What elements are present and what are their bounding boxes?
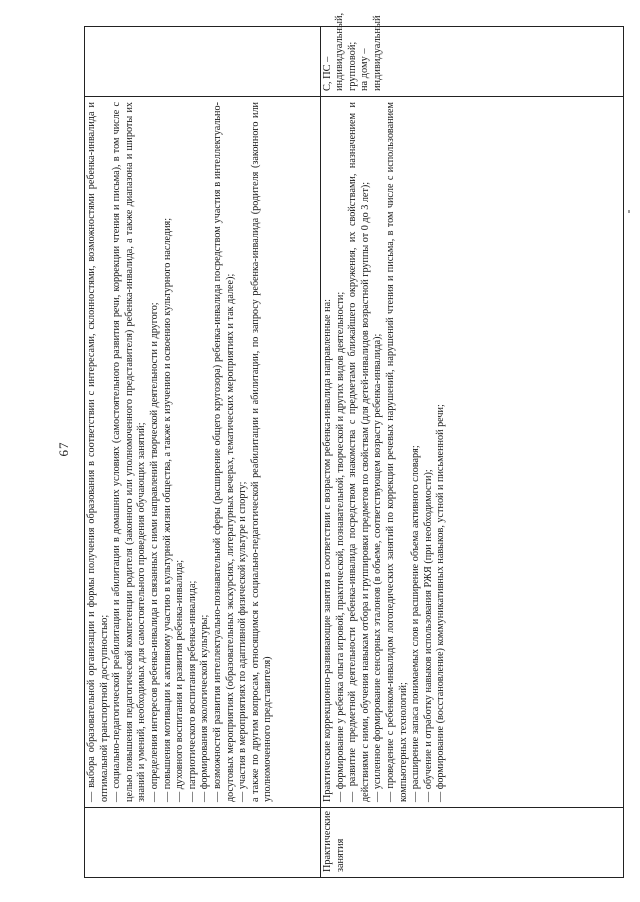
list-item: — формирование (восстановление) коммуникативных навыков, устной и письменной речи;	[435, 404, 447, 802]
row1-content-cell	[85, 97, 321, 808]
rehabilitation-table	[84, 12, 624, 878]
row2-content-cell	[321, 97, 624, 808]
list-item: — духовного воспитания и развития ребенка-инвалида;	[174, 559, 186, 802]
list-item: — возможностей развития интеллектуально-познавательной сферы (расширение общего кругозора) ребенка-инвалида посредством участия в интеллектуально-досуговых мероприятиях (образовательных экскурсиях, литературных вечерах, тематических мероприятиях и так далее);	[211, 102, 236, 802]
list-item: — усиленное формирование сенсорных эталонов (в объеме, соответствующем возрасту ребенка-инвалида);	[372, 333, 384, 802]
list-item: — проведение с ребенком-инвалидом логопедических занятий по коррекции речевых нарушений, нарушений чтения и письма, в том числе с использованием компьютерных технологий;	[384, 102, 409, 802]
list-item: — участия в мероприятиях по адаптивной физической культуре и спорту;	[237, 481, 249, 802]
practical-classes-label: Практические занятия	[321, 808, 624, 878]
scan-artifact	[628, 210, 630, 213]
service-form-cell	[321, 12, 624, 97]
form-line: С, ПС –	[322, 56, 333, 91]
table-row	[85, 27, 321, 878]
list-item: — патриотического воспитания ребенка-инвалида;	[186, 580, 198, 802]
list-item: — определения интересов ребенка-инвалида и связанных с ними направлений творческой деятельности и другого;	[148, 302, 160, 802]
list-item: Практические коррекционно-развивающие занятия в соответствии с возрастом ребенка-инвалида направленные на:	[322, 299, 333, 802]
row1-label-cell	[85, 808, 321, 878]
list-item: — обучение и отработку навыков использования РЖЯ (при необходимости);	[422, 469, 434, 802]
list-item: — повышения мотивации к активному участию в культурной жизни общества, а также к изучению и освоению культурного наследия;	[161, 217, 173, 802]
row2-items	[322, 102, 448, 802]
list-item: — выбора образовательной организации и формы получения образования в соответствии с интересами, склонностями, возможностями ребенка-инвалида и оптимальной транспортной доступностью;	[86, 102, 110, 802]
form-line: на дому –	[359, 48, 371, 91]
list-item: — формирования экологической культуры;	[199, 614, 211, 802]
row1-items	[86, 102, 275, 802]
form-line: групповой;	[346, 41, 358, 91]
list-item: а также по другим вопросам, относящимся к социально-педагогической реабилитации и абилитации, по запросу ребенка-инвалида (родителя (законного или уполномоченного представителя)	[249, 102, 274, 802]
form-line: индивидуальный	[371, 15, 383, 91]
page-number: 67	[56, 441, 71, 457]
rotated-content	[42, 14, 632, 884]
list-item: — социально-педагогической реабилитации и абилитации в домашних условиях (самостоятельного развития речи, коррекции чтения и письма), в том числе с целью повышения педагогической компетенции родителя (законного или уполномоченного представителя) ребенка-инвалида, а также диапазона и широты их знаний и умений, необходимых для самостоятельного проведения обучающих занятий;	[111, 102, 148, 802]
row1-form-cell	[85, 27, 321, 97]
list-item: — развитие предметной деятельности ребенка-инвалида посредством знакомства с предметами ближайшего окружения, их свойствами, назначением и действиями с ними, обучения навыкам отбора и группировки предметов по свойствам (для детей-инвалидов возрастной группы от 0 до 3 лет);	[347, 102, 371, 802]
table-row	[321, 27, 624, 878]
list-item: — формирование у ребенка опыта игровой, практической, познавательной, творческой и других видов деятельности;	[334, 291, 346, 802]
list-item: — расширение запаса понимаемых слов и расширение объема активного словаря;	[410, 445, 422, 802]
form-line: индивидуальный,	[334, 12, 346, 91]
